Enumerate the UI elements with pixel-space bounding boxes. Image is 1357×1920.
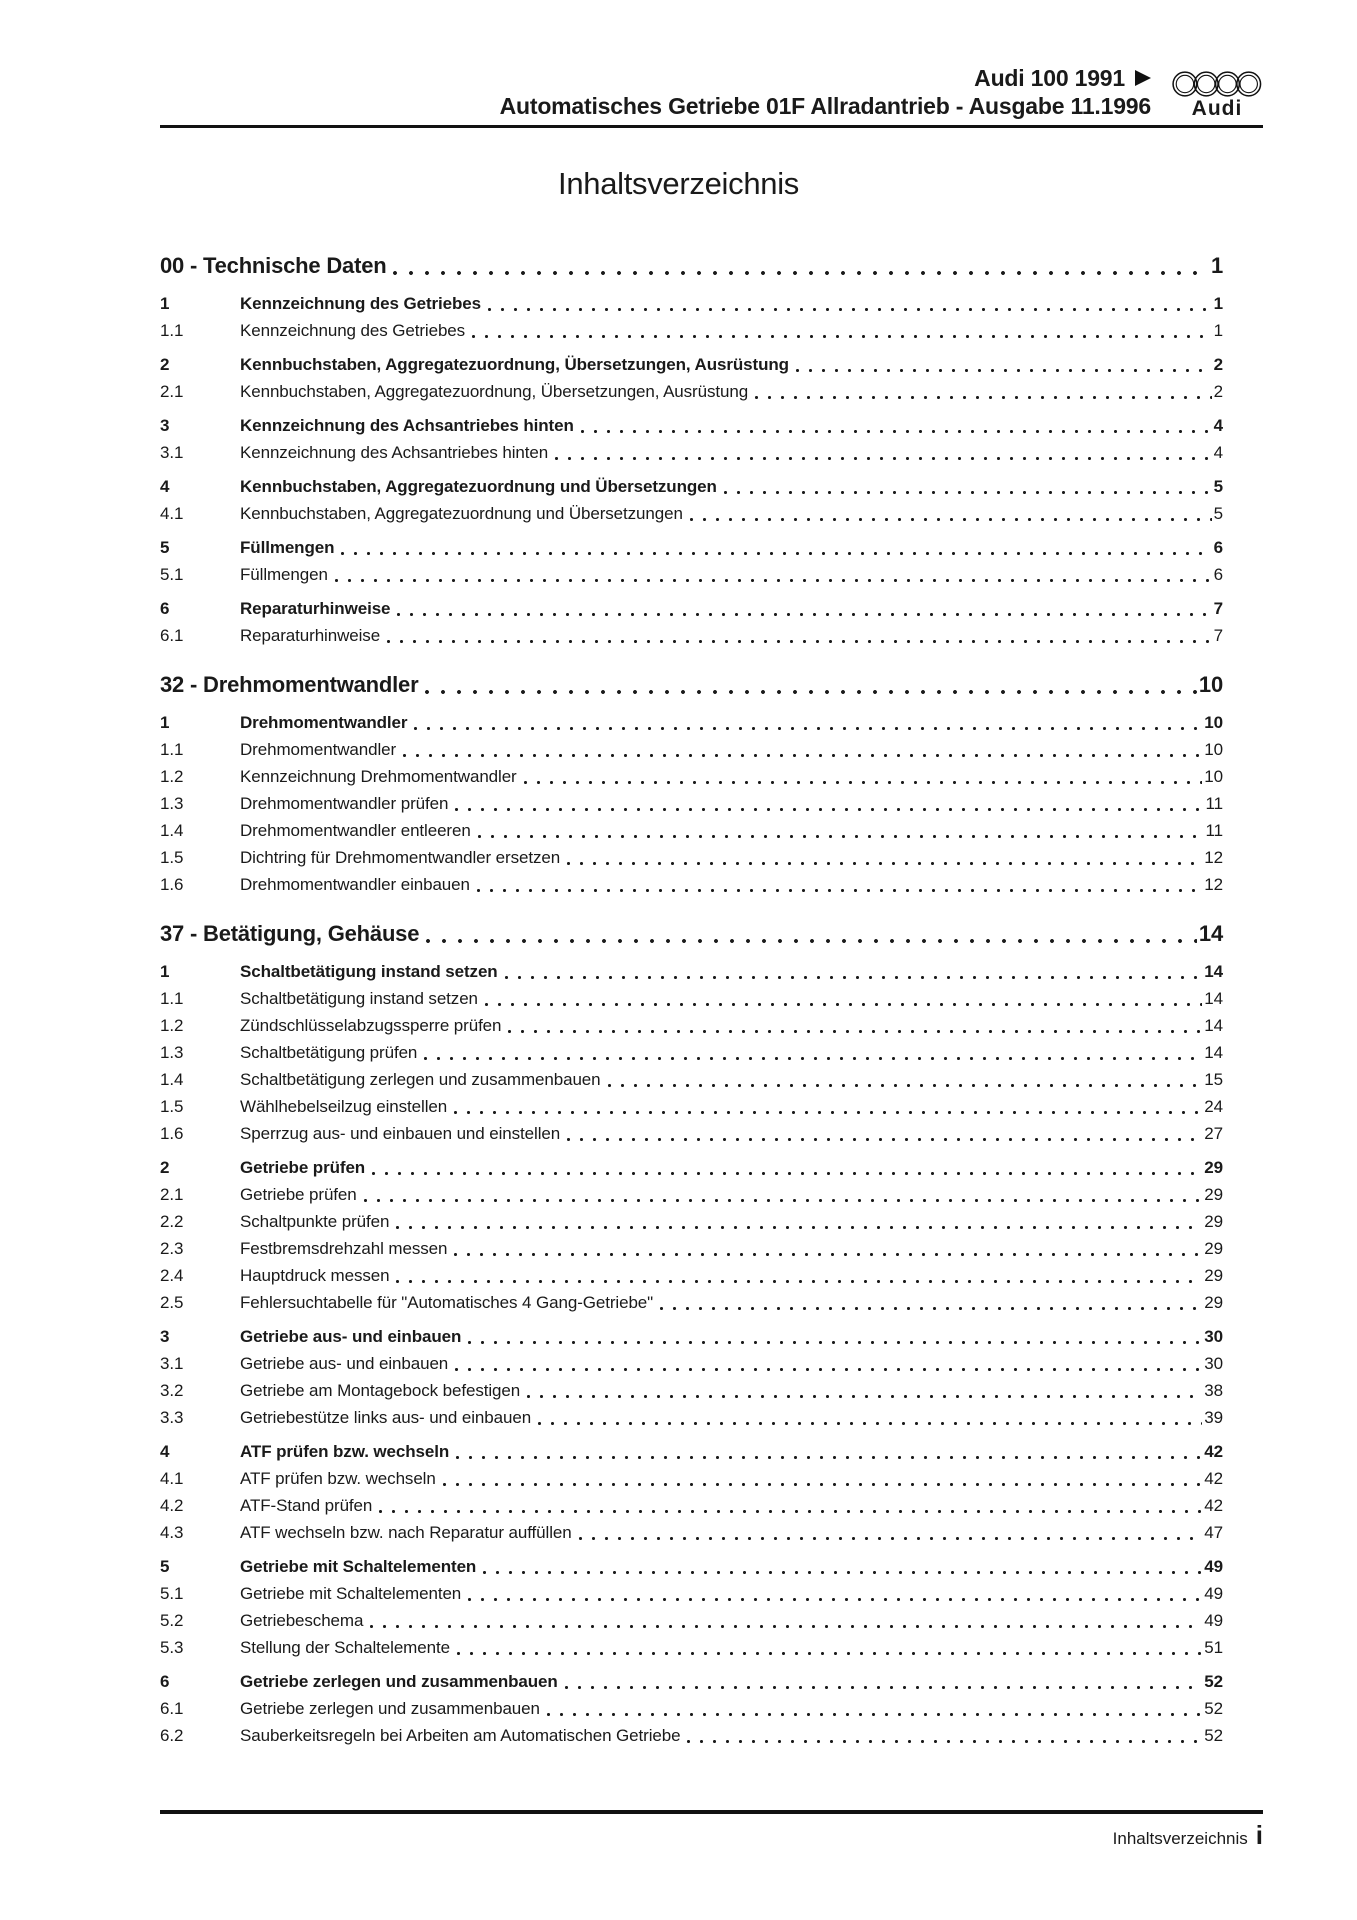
toc-entries — [160, 958, 1223, 1749]
entry-page: 6 — [1213, 565, 1223, 584]
entry-number: 1.2 — [160, 767, 184, 786]
entry-title: Drehmomentwandler prüfen — [240, 794, 449, 813]
toc-entry — [160, 1350, 1223, 1377]
entry-number: 3.1 — [160, 1354, 184, 1373]
entry-page: 10 — [1204, 767, 1223, 786]
toc-entry — [160, 817, 1223, 844]
dot-leader — [424, 1057, 1202, 1060]
dot-leader — [456, 1456, 1202, 1459]
dot-leader — [579, 1537, 1203, 1540]
model-line-text: Audi 100 1991 — [974, 65, 1125, 91]
toc-entry — [160, 1722, 1223, 1749]
page-header — [160, 64, 1263, 128]
entry-page: 29 — [1204, 1212, 1223, 1231]
dot-leader — [547, 1713, 1202, 1716]
entry-title: Getriebe mit Schaltelementen — [240, 1584, 462, 1603]
entry-number: 1.5 — [160, 848, 184, 867]
entry-title: Schaltbetätigung zerlegen und zusammenbauen — [240, 1070, 601, 1089]
entry-number: 4.3 — [160, 1523, 184, 1542]
section-title: 37 - Betätigung, Gehäuse — [160, 921, 420, 946]
entry-page: 14 — [1204, 1043, 1223, 1062]
entry-number: 6 — [160, 1672, 170, 1691]
toc-entry — [160, 1012, 1223, 1039]
entry-title: Drehmomentwandler — [240, 740, 397, 759]
toc-entry — [160, 1154, 1223, 1181]
entry-number: 2.1 — [160, 1185, 184, 1204]
entry-number: 1.5 — [160, 1097, 184, 1116]
dot-leader — [608, 1084, 1203, 1087]
entry-number: 1 — [160, 294, 170, 313]
entry-page: 14 — [1204, 989, 1223, 1008]
toc-entry — [160, 871, 1223, 898]
entry-title: Hauptdruck messen — [240, 1266, 390, 1285]
toc-entry — [160, 790, 1223, 817]
entry-page: 29 — [1204, 1239, 1223, 1258]
dot-leader — [690, 518, 1212, 521]
entry-number: 3.3 — [160, 1408, 184, 1427]
entry-title: Getriebe mit Schaltelementen — [240, 1557, 477, 1576]
entry-title: Getriebe am Montagebock befestigen — [240, 1381, 521, 1400]
entry-title: Drehmomentwandler — [240, 713, 408, 732]
toc-entries — [160, 709, 1223, 898]
entry-title: Reparaturhinweise — [240, 599, 391, 618]
entry-title: Fehlersuchtabelle für "Automatisches 4 Gang-Getriebe" — [240, 1293, 654, 1312]
entry-number: 1.6 — [160, 1124, 184, 1143]
toc-entry — [160, 1492, 1223, 1519]
entry-number: 1.3 — [160, 794, 184, 813]
entry-title: Kennzeichnung des Getriebes — [240, 294, 482, 313]
section-page: 1 — [1210, 253, 1223, 278]
entry-page: 39 — [1204, 1408, 1223, 1427]
toc-section — [160, 918, 1223, 1749]
dot-leader — [565, 1686, 1203, 1689]
entry-number: 2.5 — [160, 1293, 184, 1312]
entry-page: 12 — [1204, 875, 1223, 894]
entry-number: 3.1 — [160, 443, 184, 462]
entry-page: 4 — [1213, 416, 1223, 435]
entry-number: 1.1 — [160, 321, 184, 340]
toc-entry — [160, 1039, 1223, 1066]
toc-entry — [160, 1519, 1223, 1546]
entry-page: 11 — [1205, 821, 1223, 840]
entry-page: 24 — [1204, 1097, 1223, 1116]
entry-number: 5 — [160, 1557, 170, 1576]
toc-entry — [160, 1208, 1223, 1235]
entry-title: Füllmengen — [240, 538, 335, 557]
entry-title: Getriebeschema — [240, 1611, 364, 1630]
section-title: 00 - Technische Daten — [160, 253, 387, 278]
entry-number: 2.3 — [160, 1239, 184, 1258]
entry-number: 1 — [160, 962, 170, 981]
dot-leader — [426, 939, 1197, 943]
dot-leader — [488, 308, 1212, 311]
entry-page: 49 — [1204, 1584, 1223, 1603]
toc-entry — [160, 500, 1223, 527]
entry-number: 1.3 — [160, 1043, 184, 1062]
entry-number: 1 — [160, 713, 170, 732]
dot-leader — [508, 1030, 1202, 1033]
entry-page: 1 — [1213, 294, 1223, 313]
entry-number: 6 — [160, 599, 170, 618]
toc-section — [160, 669, 1223, 898]
entry-title: Getriebe aus- und einbauen — [240, 1354, 449, 1373]
entry-page: 51 — [1204, 1638, 1223, 1657]
toc-entry — [160, 412, 1223, 439]
entry-page: 52 — [1204, 1699, 1223, 1718]
toc-entry — [160, 1465, 1223, 1492]
dot-leader — [485, 1003, 1202, 1006]
toc-entry — [160, 622, 1223, 649]
toc-entry — [160, 1668, 1223, 1695]
entry-page: 12 — [1204, 848, 1223, 867]
entry-title: Schaltbetätigung instand setzen — [240, 962, 498, 981]
section-title: 32 - Drehmomentwandler — [160, 672, 419, 697]
entry-page: 42 — [1204, 1442, 1223, 1461]
entry-number: 6.1 — [160, 1699, 184, 1718]
header-text — [500, 64, 1151, 120]
entry-title: ATF wechseln bzw. nach Reparatur auffüllen — [240, 1523, 572, 1542]
entry-number: 5 — [160, 538, 170, 557]
footer-row — [160, 1822, 1263, 1849]
dot-leader — [414, 727, 1202, 730]
toc-entry — [160, 1093, 1223, 1120]
entry-number: 2.2 — [160, 1212, 184, 1231]
entry-number: 1.4 — [160, 1070, 184, 1089]
section-page: 10 — [1198, 672, 1223, 697]
toc-entry — [160, 317, 1223, 344]
toc-section-heading — [160, 669, 1223, 701]
entry-title: Sperrzug aus- und einbauen und einstellen — [240, 1124, 561, 1143]
dot-leader — [403, 754, 1202, 757]
entry-title: Kennbuchstaben, Aggregatezuordnung, Übersetzungen, Ausrüstung — [240, 355, 789, 374]
entry-number: 4 — [160, 477, 170, 496]
entry-page: 14 — [1204, 962, 1223, 981]
dot-leader — [443, 1483, 1203, 1486]
toc-entry — [160, 1289, 1223, 1316]
entry-title: Drehmomentwandler einbauen — [240, 875, 470, 894]
entry-page: 7 — [1213, 626, 1223, 645]
entry-page: 30 — [1204, 1354, 1223, 1373]
entry-title: Schaltbetätigung prüfen — [240, 1043, 418, 1062]
entry-page: 15 — [1204, 1070, 1223, 1089]
dot-leader — [393, 271, 1208, 275]
entry-title: Drehmomentwandler entleeren — [240, 821, 471, 840]
forward-arrow-icon — [1135, 70, 1151, 86]
dot-leader — [454, 1253, 1202, 1256]
entry-title: Wählhebelseilzug einstellen — [240, 1097, 448, 1116]
dot-leader — [341, 552, 1211, 555]
entry-number: 3.2 — [160, 1381, 184, 1400]
dot-leader — [567, 862, 1202, 865]
entry-page: 42 — [1204, 1469, 1223, 1488]
dot-leader — [483, 1571, 1202, 1574]
entry-title: Schaltbetätigung instand setzen — [240, 989, 478, 1008]
entry-title: Dichtring für Drehmomentwandler ersetzen — [240, 848, 561, 867]
toc-entry — [160, 1066, 1223, 1093]
toc-entries — [160, 290, 1223, 649]
entry-title: Getriebestütze links aus- und einbauen — [240, 1408, 532, 1427]
entry-title: Reparaturhinweise — [240, 626, 381, 645]
toc-entry — [160, 1695, 1223, 1722]
toc-entry — [160, 958, 1223, 985]
entry-page: 4 — [1213, 443, 1223, 462]
toc-entry — [160, 534, 1223, 561]
entry-title: Kennzeichnung Drehmomentwandler — [240, 767, 517, 786]
dot-leader — [335, 579, 1212, 582]
entry-page: 49 — [1204, 1557, 1223, 1576]
toc-entry — [160, 763, 1223, 790]
entry-title: Füllmengen — [240, 565, 328, 584]
toc-entry — [160, 1120, 1223, 1147]
audi-logo — [1171, 70, 1263, 120]
toc-entry — [160, 595, 1223, 622]
toc — [160, 250, 1223, 1749]
header-model-line — [500, 64, 1151, 92]
entry-number: 5.2 — [160, 1611, 184, 1630]
toc-entry — [160, 1553, 1223, 1580]
entry-number: 6.2 — [160, 1726, 184, 1745]
entry-number: 1.4 — [160, 821, 184, 840]
dot-leader — [527, 1395, 1202, 1398]
toc-entry — [160, 736, 1223, 763]
entry-number: 2 — [160, 355, 170, 374]
entry-title: Kennzeichnung des Achsantriebes hinten — [240, 443, 549, 462]
entry-number: 2.1 — [160, 382, 184, 401]
entry-number: 4.1 — [160, 504, 184, 523]
entry-page: 10 — [1204, 713, 1223, 732]
toc-section-heading — [160, 250, 1223, 282]
toc-entry — [160, 1181, 1223, 1208]
entry-page: 30 — [1204, 1327, 1223, 1346]
dot-leader — [468, 1598, 1202, 1601]
footer-page-number: i — [1255, 1820, 1263, 1850]
toc-entry — [160, 1607, 1223, 1634]
toc-entry — [160, 1377, 1223, 1404]
entry-title: Schaltpunkte prüfen — [240, 1212, 390, 1231]
entry-page: 6 — [1213, 538, 1223, 557]
entry-title: ATF prüfen bzw. wechseln — [240, 1469, 436, 1488]
entry-page: 38 — [1204, 1381, 1223, 1400]
toc-entry — [160, 1262, 1223, 1289]
entry-title: Getriebe zerlegen und zusammenbauen — [240, 1672, 558, 1691]
dot-leader — [370, 1625, 1202, 1628]
toc-entry — [160, 1323, 1223, 1350]
entry-page: 5 — [1213, 477, 1223, 496]
entry-title: Getriebe zerlegen und zusammenbauen — [240, 1699, 540, 1718]
dot-leader — [396, 1280, 1202, 1283]
entry-page: 47 — [1204, 1523, 1223, 1542]
toc-entry — [160, 1580, 1223, 1607]
entry-page: 27 — [1204, 1124, 1223, 1143]
entry-title: ATF prüfen bzw. wechseln — [240, 1442, 450, 1461]
entry-title: Getriebe prüfen — [240, 1158, 366, 1177]
entry-title: Kennzeichnung des Getriebes — [240, 321, 466, 340]
toc-entry — [160, 439, 1223, 466]
dot-leader — [724, 491, 1212, 494]
entry-title: Kennbuchstaben, Aggregatezuordnung und Übersetzungen — [240, 477, 717, 496]
toc-entry — [160, 561, 1223, 588]
dot-leader — [538, 1422, 1202, 1425]
dot-leader — [396, 1226, 1202, 1229]
entry-number: 2 — [160, 1158, 170, 1177]
entry-number: 5.1 — [160, 565, 184, 584]
page-footer — [160, 1810, 1263, 1849]
entry-number: 2.4 — [160, 1266, 184, 1285]
dot-leader — [567, 1138, 1202, 1141]
entry-page: 10 — [1204, 740, 1223, 759]
toc-entry — [160, 351, 1223, 378]
dot-leader — [555, 457, 1212, 460]
entry-page: 29 — [1204, 1266, 1223, 1285]
entry-number: 4.1 — [160, 1469, 184, 1488]
entry-number: 1.6 — [160, 875, 184, 894]
entry-page: 2 — [1213, 382, 1223, 401]
entry-title: ATF-Stand prüfen — [240, 1496, 373, 1515]
entry-title: Zündschlüsselabzugssperre prüfen — [240, 1016, 502, 1035]
entry-page: 49 — [1204, 1611, 1223, 1630]
entry-page: 29 — [1204, 1158, 1223, 1177]
entry-page: 11 — [1205, 794, 1223, 813]
dot-leader — [755, 396, 1212, 399]
entry-number: 3 — [160, 1327, 170, 1346]
toc-entry — [160, 1634, 1223, 1661]
entry-page: 2 — [1213, 355, 1223, 374]
dot-leader — [524, 781, 1203, 784]
dot-leader — [454, 1111, 1202, 1114]
entry-page: 14 — [1204, 1016, 1223, 1035]
entry-title: Getriebe prüfen — [240, 1185, 357, 1204]
dot-leader — [505, 976, 1203, 979]
entry-number: 5.1 — [160, 1584, 184, 1603]
entry-title: Festbremsdrehzahl messen — [240, 1239, 448, 1258]
entry-title: Stellung der Schaltelemente — [240, 1638, 450, 1657]
entry-number: 1.1 — [160, 740, 184, 759]
entry-number: 6.1 — [160, 626, 184, 645]
entry-title: Kennbuchstaben, Aggregatezuordnung und Übersetzungen — [240, 504, 683, 523]
entry-number: 4.2 — [160, 1496, 184, 1515]
entry-number: 3 — [160, 416, 170, 435]
dot-leader — [468, 1341, 1202, 1344]
toc-entry — [160, 985, 1223, 1012]
toc-entry — [160, 1235, 1223, 1262]
entry-title: Sauberkeitsregeln bei Arbeiten am Automatischen Getriebe — [240, 1726, 681, 1745]
entry-page: 52 — [1204, 1672, 1223, 1691]
entry-title: Getriebe aus- und einbauen — [240, 1327, 462, 1346]
entry-page: 29 — [1204, 1185, 1223, 1204]
toc-entry — [160, 709, 1223, 736]
dot-leader — [425, 690, 1196, 694]
entry-page: 1 — [1213, 321, 1223, 340]
page-title: Inhaltsverzeichnis — [558, 166, 799, 201]
dot-leader — [379, 1510, 1202, 1513]
toc-section-heading — [160, 918, 1223, 950]
entry-title: Kennbuchstaben, Aggregatezuordnung, Übersetzungen, Ausrüstung — [240, 382, 749, 401]
dot-leader — [472, 335, 1212, 338]
dot-leader — [478, 835, 1204, 838]
toc-entry — [160, 290, 1223, 317]
entry-number: 1.1 — [160, 989, 184, 1008]
dot-leader — [455, 808, 1203, 811]
entry-page: 7 — [1213, 599, 1223, 618]
audi-wordmark: Audi — [1191, 97, 1243, 120]
dot-leader — [372, 1172, 1202, 1175]
dot-leader — [477, 889, 1202, 892]
audi-four-rings-icon — [1171, 70, 1263, 98]
dot-leader — [457, 1652, 1202, 1655]
dot-leader — [387, 640, 1212, 643]
dot-leader — [581, 430, 1212, 433]
dot-leader — [397, 613, 1211, 616]
entry-page: 42 — [1204, 1496, 1223, 1515]
toc-entry — [160, 1438, 1223, 1465]
entry-number: 4 — [160, 1442, 170, 1461]
dot-leader — [687, 1740, 1202, 1743]
entry-page: 52 — [1204, 1726, 1223, 1745]
footer-label: Inhaltsverzeichnis — [1112, 1829, 1248, 1848]
entry-number: 5.3 — [160, 1638, 184, 1657]
entry-page: 29 — [1204, 1293, 1223, 1312]
entry-title: Kennzeichnung des Achsantriebes hinten — [240, 416, 574, 435]
header-document-title: Automatisches Getriebe 01F Allradantrieb - Ausgabe 11.1996 — [499, 93, 1151, 119]
entry-number: 1.2 — [160, 1016, 184, 1035]
section-page: 14 — [1198, 921, 1223, 946]
toc-section — [160, 250, 1223, 649]
toc-entry — [160, 378, 1223, 405]
toc-entry — [160, 844, 1223, 871]
dot-leader — [796, 369, 1212, 372]
toc-entry — [160, 1404, 1223, 1431]
dot-leader — [364, 1199, 1203, 1202]
entry-page: 5 — [1213, 504, 1223, 523]
dot-leader — [660, 1307, 1202, 1310]
toc-entry — [160, 473, 1223, 500]
dot-leader — [455, 1368, 1202, 1371]
